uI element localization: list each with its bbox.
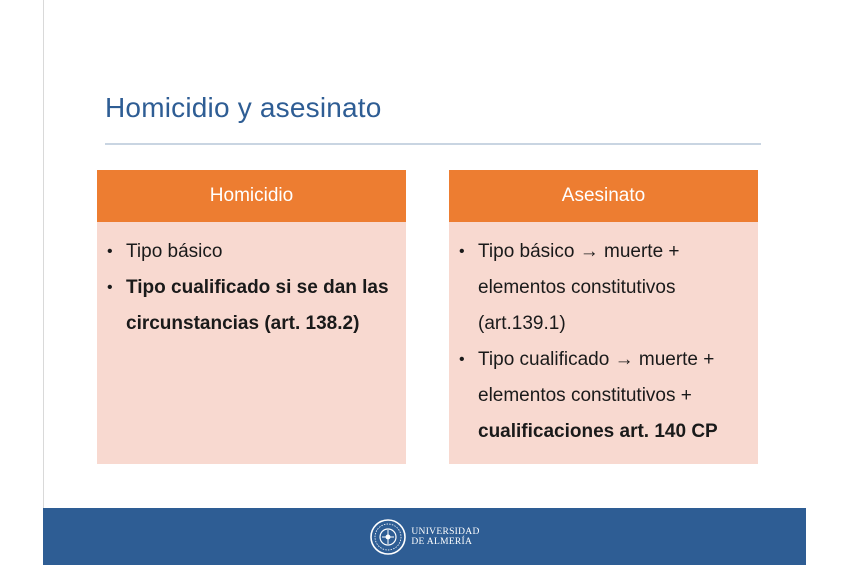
- bullet-text: Tipo básico: [126, 241, 223, 262]
- list-item: [459, 342, 742, 450]
- logo-line-2: DE ALMERÍA: [411, 536, 473, 547]
- bullet-text-plain: Tipo cualificado → muerte + elementos constitutivos +: [478, 349, 715, 406]
- bullet-dot-icon: •: [459, 243, 465, 260]
- left-divider: [43, 0, 44, 508]
- asesinato-header: Asesinato: [449, 170, 758, 222]
- bullet-text-bold: cualificaciones art. 140 CP: [478, 421, 718, 442]
- list-item: [107, 270, 390, 342]
- homicidio-header: Homicidio: [97, 170, 406, 222]
- title-underline: [105, 143, 761, 145]
- university-logo: [369, 518, 479, 556]
- bullet-text: [478, 342, 742, 450]
- university-logo-text: [411, 527, 479, 547]
- logo-line-1: UNIVERSIDAD: [411, 526, 480, 537]
- slide-title: Homicidio y asesinato: [105, 92, 382, 123]
- list-item: [107, 234, 390, 270]
- bullet-dot-icon: •: [107, 243, 113, 260]
- bullet-dot-icon: •: [459, 351, 465, 368]
- bullet-dot-icon: •: [107, 279, 113, 296]
- homicidio-panel: [97, 170, 406, 464]
- university-seal-icon: [369, 518, 407, 556]
- asesinato-panel: [449, 170, 758, 464]
- footer-bar: [43, 508, 806, 565]
- list-item: [459, 234, 742, 342]
- bullet-text: Tipo cualificado si se dan las circunstancias (art. 138.2): [126, 277, 389, 334]
- homicidio-body: [97, 222, 406, 342]
- bullet-text: Tipo básico → muerte + elementos constitutivos (art.139.1): [478, 241, 680, 334]
- asesinato-body: [449, 222, 758, 450]
